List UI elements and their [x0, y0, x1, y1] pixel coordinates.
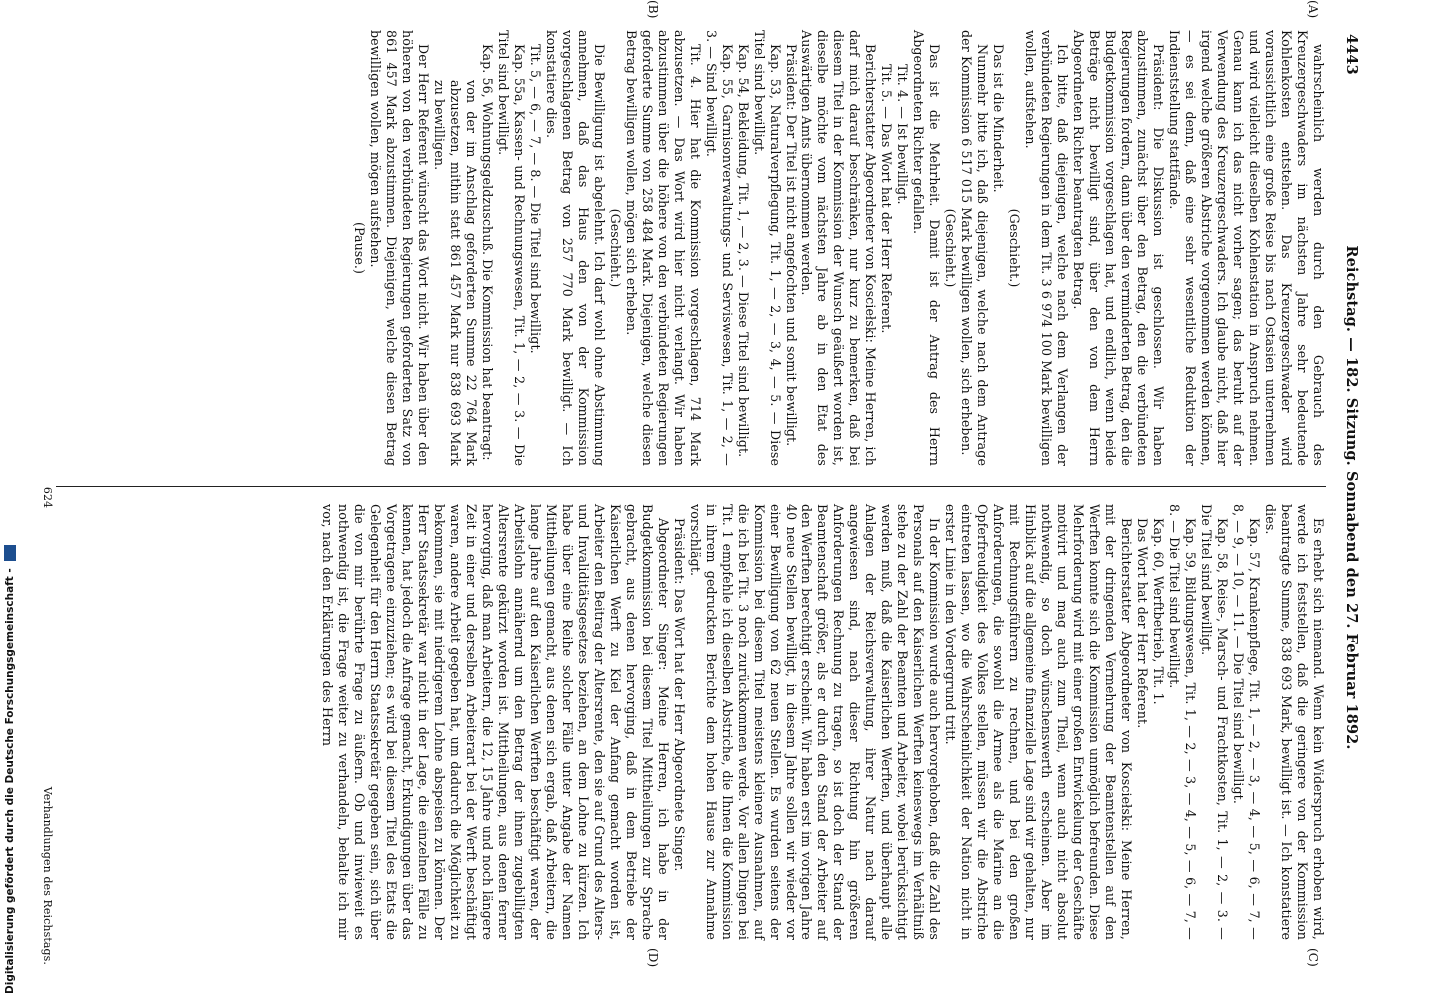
left-paragraph: Das ist die Mehrheit. Damit ist der Antrag des Herrn Abgeordneten Richter gefallen.: [911, 30, 943, 466]
rotated-document-page: [40, 0, 1360, 968]
left-item: Kap. 55a, Kassen- und Rechnungswesen, Tit. 1, — 2, — 3. — Die Titel sind bewilligt.: [495, 30, 527, 466]
right-item: Das Wort hat der Herr Referent.: [1135, 518, 1151, 729]
left-paragraph: Die Bewilligung ist abgelehnt. Ich darf wohl ohne Abstimmung annehmen, daß das Haus den von der Kommission vorgeschlagenen Betrag von 257 770 Mark bewilligt. — Ich konstatiere dies.: [543, 30, 607, 466]
left-paragraph: Präsident: Die Diskussion ist geschlossen. Wir haben abzustimmen, zunächst über den Betrag, den die verbündeten Regierungen fordern, dann über den verminderten Betrag, den die Budgetkommission vorgeschlagen hat, und endlich, wenn beide Beträge nicht bewilligt sind, über den von dem Herrn Abgeordneten Richter beantragten Betrag.: [1071, 30, 1167, 466]
right-paragraph: Präsident: Das Wort hat der Herr Abgeordnete Singer.: [671, 518, 687, 872]
dfg-logo-icon: [4, 545, 16, 561]
left-item: Tit. 4. — Ist bewilligt.: [895, 64, 911, 205]
left-paragraph: wahrscheinlich werden durch den Gebrauch des Kreuzergeschwaders im nächsten Jahre sehr bedeutende Kohlenkosten entstehen. Das Kreuzergeschwader wird voraussichtlich eine große Reise bis nach Ostasien unternehmen und wird vielleicht dieselben Kohlenstation in Anspruch nehmen. Genau kann ich das nicht vorher sagen; das beruht auf der Verwendung des Kreuzergeschwaders. Ich glaube nicht, daß hier irgend welche größeren Abstriche vorgenommen werden können, — es sei denn, daß eine sehr wesentliche Reduktion der Indienststellung stattfände.: [1167, 30, 1326, 466]
margin-mark-a: (A): [1306, 0, 1320, 19]
left-paragraph: Ich bitte, daß diejenigen, welche nach dem Verlangen der verbündeten Regierungen in dem Tit. 3 6 974 100 Mark bewilligen wollen, aufstehen.: [1023, 30, 1071, 466]
right-item: Kap. 57, Krankenpflege, Tit. 1, — 2, — 3, — 4, — 5, — 6, — 7, — 8, — 9, — 10, — 11. — Die Titel sind bewilligt.: [1231, 504, 1263, 940]
right-item: Kap. 60, Werftbetrieb, Tit. 1.: [1151, 518, 1167, 705]
digitization-credit-strip: [0, 0, 20, 1000]
left-item: Kap. 53, Naturalverpflegung, Tit. 1, — 2, — 3, 4, — 5. — Diese Titel sind bewilligt.: [751, 30, 783, 466]
left-item: Tit. 5, — 6, — 7, — 8. — Die Titel sind bewilligt.: [527, 44, 543, 354]
page-header: [1334, 30, 1360, 965]
right-item: Kap. 58, Reise-, Marsch- und Frachtkosten, Tit. 1, — 2, — 3. — Die Titel sind bewilligt.: [1199, 504, 1231, 940]
footer-source: Verhandlungen des Reichstags.: [41, 786, 54, 965]
left-motion: von der im Anschlag geforderten Summe 22 764 Mark abzusetzen, mithin statt 861 457 Mark nur 838 693 Mark zu bewilligen.: [431, 80, 479, 466]
margin-mark-d: (D): [646, 948, 660, 968]
right-paragraph: Es erhebt sich niemand. Wenn kein Widerspruch erhoben wird, werde ich feststellen, daß die geringere von der Kommission beantragte Summe, 838 693 Mark, bewilligt ist. — Ich konstatiere dies.: [1263, 504, 1326, 940]
right-paragraph: Abgeordneter Singer: Meine Herren, ich habe in der Budgetkommission bei diesem Titel Mittheilungen zur Sprache gebracht, aus denen hervorging, daß in dem Betriebe der Kaiserlichen Werft zu Kiel der Anfang gemacht worden ist, Arbeiter den Beitrag der Altersrente, den sie auf Grund des Alters- und Invaliditätsgesetzes beziehen, an dem Lohne zu kürzen. Ich habe über eine Reihe solcher Fälle unter Angabe der Namen Mittheilungen gemacht, aus denen sich ergab, daß Arbeitern, die lange Jahre auf den Kaiserlichen Werften beschäftigt waren, der Arbeitslohn annähernd um den Betrag der ihnen zugebilligten Altersrente gekürzt worden ist. Mittheilungen, aus denen ferner hervorging, daß man Arbeitern, die 12, 15 Jahre und noch längere Zeit in einer und derselben Arbeiterart bei der Werft beschäftigt waren, andere Arbeit gegeben hat, um dadurch die Möglichkeit zu bekommen, sie mit niedrigerem Lohne abspeisen zu können. Der Herr Staatssekretär war nicht in der Lage, die einzelnen Fälle zu kennen, hat jedoch die Anfrage gemacht, Erkundigungen über das Vorgetragene einzuziehen; es wird bei diesem Titel des Etats die Gelegenheit für den Herrn Staatssekretär gegeben sein, sich über die von mir berührte Frage zu äußern. Ob und inwieweit es nothwendig ist, die Frage weiter zu verhandeln, behalte ich mir vor, nach den Erklärungen des Herrn: [319, 504, 671, 940]
digitization-credit-text: Digitalisierung gefördert durch die Deutsche Forschungsgemeinschaft -: [4, 568, 16, 994]
left-paragraph: Das ist die Minderheit.: [991, 44, 1007, 193]
margin-mark-b: (B): [646, 0, 660, 19]
left-paragraph: Berichterstatter Abgeordneter von Kosciełski: Meine Herren, ich darf mich darauf beschränken, nur kurz zu bemerken, daß bei diesem Titel in der Kommission der Wunsch geäußert worden ist, dieselbe möchte vom nächsten Jahre ab in den Etat des Auswärtigen Amts übernommen werden.: [799, 30, 879, 466]
margin-mark-c: (C): [1306, 948, 1320, 967]
left-paragraph: Der Herr Referent wünscht das Wort nicht. Wir haben über den höheren von den verbündeten Regierungen geforderten Satz von 861 457 Mark abzustimmen. Diejenigen, welche diesen Betrag bewilligen wollen, mögen aufstehen.: [367, 30, 431, 466]
page-number: 4443: [1343, 34, 1360, 75]
left-column: [351, 30, 1326, 466]
right-item: Kap. 59, Bildungswesen, Tit. 1, — 2, — 3, — 4, — 5, — 6, — 7, — 8. — Die Titel sind bewilligt.: [1167, 504, 1199, 940]
left-paragraph: Präsident: Der Titel ist nicht angefochten und somit bewilligt.: [783, 44, 799, 447]
left-item: Kap. 56, Wohnungsgeldzuschuß. Die Kommission hat beantragt:: [479, 44, 495, 461]
left-item: Tit. 4. Hier hat die Kommission vorgeschlagen, 714 Mark abzusetzen. — Das Wort wird hier nicht verlangt. Wir haben abzustimmen über die höhere von den verbündeten Regierungen geforderte Summe von 258 484 Mark. Diejenigen, welche diesen Betrag bewilligen wollen, mögen sich erheben.: [623, 30, 703, 466]
left-stage-note: (Geschieht.): [607, 208, 623, 288]
footer-page-number: 624: [41, 486, 54, 509]
digitization-credit: [2, 0, 18, 1000]
left-item: Tit. 5. — Das Wort hat der Herr Referent.: [879, 64, 895, 334]
left-stage-note: (Geschieht.): [943, 208, 959, 288]
left-stage-note: (Pause.): [351, 221, 367, 275]
right-paragraph: Berichterstatter Abgeordneter von Kosciełski: Meine Herren, mit der dringenden Vermehrung der Beamtenstellen auf den Werften konnte sich die Kommission unmöglich befreunden. Diese Mehrforderung wird mit einer großen Entwickelung der Geschäfte motivirt und mag auch zum Theil, wenn auch nicht absolut nothwendig, so doch wünschenswerth erscheinen. Aber im Hinblick auf die allgemeine finanzielle Lage sind wir gehalten, nur mit Rechnungsführern zu rechnen, und bei den großen Anforderungen, die sowohl die Armee als die Marine an die Opferfreudigkeit des Volkes stellen, müssen wir die Abstriche eintreten lassen, wo die Wahrscheinlichkeit der Nation nicht in erster Linie in den Vordergrund tritt.: [943, 504, 1135, 940]
page-title: Reichstag. — 182. Sitzung. Sonnabend den 27. Februar 1892.: [1343, 245, 1360, 750]
column-divider: [56, 486, 1326, 487]
left-item: Kap. 55, Garnisonverwaltungs- und Serviswesen, Tit. 1, — 2, — 3. — Sind bewilligt.: [703, 30, 735, 466]
left-stage-note: (Geschieht.): [1007, 208, 1023, 288]
right-paragraph: In der Kommission wurde auch hervorgehoben, daß die Zahl des Personals auf den Kaiserlichen Werften keineswegs im Verhältniß stehe zu der Zahl der Beamten und Arbeiter, wobei berücksichtigt werden muß, daß die Kaiserlichen Werften, und überhaupt alle Anlagen der Reichsverwaltung, ihrer Natur nach darauf angewiesen sind, nach dieser Richtung hin größeren Anforderungen Rechnung zu tragen, so ist doch der Stand der Beamtenschaft größer, als er durch den Stand der Arbeiter auf den Werften berechtigt erscheint. Wir haben erst im vorigen Jahre 40 neue Stellen bewilligt, in diesem Jahre sollen wir wieder vor einer Bewilligung von 62 neuen Stellen. Es wurden seitens der Kommission bei diesem Titel meistens kleinere Ausnahmen, auf die ich bei Tit. 3 noch zurückkommen werde. Vor allen Dingen bei Tit. 1 empfehle ich dieselben Abstriche, die Ihnen die Kommission in ihrem gedruckten Berichte dem hohen Hause zur Annahme vorschlägt.: [687, 504, 943, 940]
right-column: [319, 504, 1326, 940]
left-item: Kap. 54, Bekleidung, Tit. 1, — 2, 3. — Diese Titel sind bewilligt.: [735, 44, 751, 458]
left-paragraph: Nunmehr bitte ich, daß diejenigen, welche nach dem Antrage der Kommission 6 517 015 Mark bewilligen wollen, sich erheben.: [959, 30, 991, 466]
